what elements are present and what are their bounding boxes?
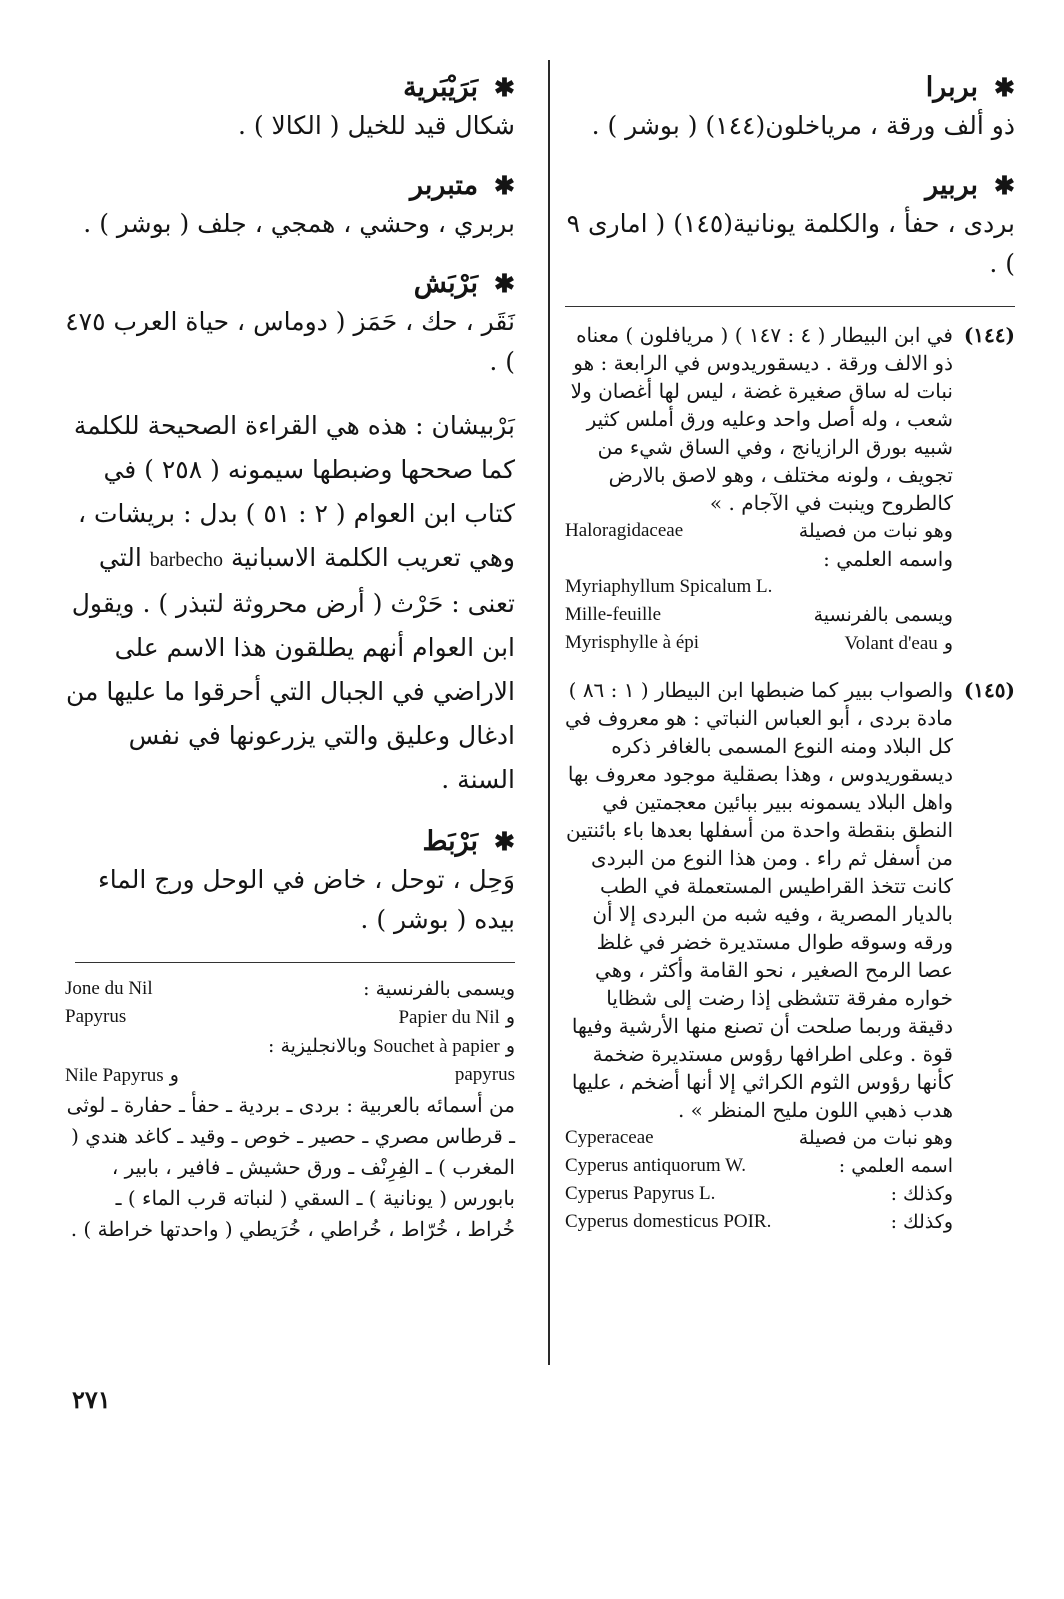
headword: بَرْبَش: [413, 268, 479, 299]
headword: بربرا: [925, 72, 979, 103]
paragraph-text-2: التي تعنى : حَرْث ( أرض محروثة لتبذر ) . ويقول ابن العوام أنهم يطلقون هذا الاسم على الاراضي في الجبال التي أحرقوا ما عليها من ادغال وعليق والتي يزرعونها في نفس السنة .: [66, 543, 515, 794]
row-label: وكذلك :: [890, 1211, 953, 1233]
definition: وَحِل ، توحل ، خاض في الوحل ورج الماء بيده ( بوشر ) .: [97, 865, 515, 934]
fr-name-4: Souchet à papier: [373, 1036, 500, 1057]
footnote-continuation: [65, 975, 515, 1245]
asterisk-icon: ✱: [494, 269, 515, 298]
paragraph-barbishan: [65, 404, 515, 802]
footnote-divider: [565, 306, 1015, 307]
row-latin: Cyperus Papyrus L.: [565, 1183, 716, 1204]
french-label: ويسمى بالفرنسية :: [363, 978, 515, 1000]
and-word: و: [505, 1035, 515, 1057]
definition: نَقَر ، حك ، حَمَز ( دوماس ، حياة العرب ٤٧٥ ) .: [65, 307, 515, 376]
french-latin-2: Volant d'eau: [844, 633, 938, 654]
definition: ذو ألف ورقة ، مرياخلون(١٤٤) ( بوشر ) .: [591, 111, 1015, 140]
entry-mutabarbir: [65, 168, 515, 244]
french-latin: Mille-feuille: [565, 604, 662, 625]
en-name-1: papyrus: [454, 1064, 515, 1085]
family-label: وهو نبات من فصيلة: [798, 520, 953, 542]
headword: بَرْبَط: [422, 826, 479, 857]
definition: بربري ، وحشي ، همجي ، جلف ( بوشر ) .: [83, 209, 515, 238]
fr-name-1: Jone du Nil: [65, 978, 153, 999]
paragraph-text: بَرْبيشان : هذه هي القراءة الصحيحة للكلمة كما صححها وضبطها سيمونه ( ٢٥٨ ) في كتاب ابن العوام ( ٢ : ٥١ ) بدل : بريشات ، وهي تعريب الكلمة الاسبانية: [73, 411, 515, 572]
footnote-number: (١٤٥): [963, 678, 1015, 702]
asterisk-icon: ✱: [994, 73, 1015, 102]
headword: بَرَيْبَرية: [403, 72, 479, 103]
row-latin: Cyperus antiquorum W.: [565, 1155, 747, 1176]
french-latin-3: Myrisphylle à épi: [565, 632, 700, 653]
scientific-latin: Myriaphyllum Spicalum L.: [565, 576, 773, 597]
arabic-names: من أسمائه بالعربية : بردى ـ بردية ـ حفأ ـ حفارة ـ لوثى ـ قرطاس مصري ـ حصير ـ خوص ـ وقيد ـ كاغد هندي ( المغرب ) ـ الفِرِنْف ـ ورق حشيش ـ فافير ، بابير ، بابورس ( يونانية ) ـ السقي ( لنباته قرب الماء ) ـ خُراط ، خُرّاط ، خُراطي ، خُرَيطي ( واحدتها خراطة ) .: [66, 1093, 515, 1241]
family-latin: Cyperaceae: [565, 1127, 654, 1148]
and-word: و: [943, 632, 953, 654]
row-latin: Cyperus domesticus POIR.: [565, 1211, 772, 1232]
family-latin: Haloragidaceae: [565, 520, 684, 541]
left-column: [65, 70, 515, 1245]
french-label: ويسمى بالفرنسية: [813, 604, 953, 626]
definition: بردى ، حفأ ، والكلمة يونانية(١٤٥) ( اماری ٩ ) .: [566, 209, 1015, 278]
definition: شكال قيد للخيل ( الكالا ) .: [237, 111, 515, 140]
english-label: وبالانجليزية :: [268, 1035, 368, 1057]
asterisk-icon: ✱: [494, 827, 515, 856]
footnote-number: (١٤٤): [963, 323, 1015, 347]
and-word: و: [505, 1006, 515, 1028]
column-divider: [548, 60, 550, 1365]
and-word: و: [169, 1064, 179, 1086]
row-label: اسمه العلمي :: [838, 1155, 953, 1177]
row-label: وكذلك :: [890, 1183, 953, 1205]
spanish-word: barbecho: [149, 549, 224, 571]
footnote-text: في ابن البيطار ( ٤ : ١٤٧ ) ( مريافلون ) معناه ذو الالف ورقة . ديسقوريدوس في الرابعة : هو نبات له ساق صغيرة غضة ، ليس لها أغصان ولا شعب ، وله أصل واحد وعليه ورق أملس كثير شبيه بورق الرازيانج ، وفي الساق شيء من تجويف ، ولونه مختلف ، وهو لاصق بالارض كالطروح وينبت في الآجام . »: [570, 323, 953, 515]
right-column: [565, 70, 1015, 1254]
en-name-2: Nile Papyrus: [65, 1065, 164, 1086]
entry-barabiriya: [65, 70, 515, 146]
footnote-145: [565, 676, 1015, 1236]
entry-barbara: [565, 70, 1015, 146]
fr-name-3: Papyrus: [65, 1006, 127, 1027]
entry-barbat: [65, 824, 515, 940]
family-label: وهو نبات من فصيلة: [798, 1127, 953, 1149]
headword: متبربر: [409, 170, 479, 201]
asterisk-icon: ✱: [994, 171, 1015, 200]
footnote-text: والصواب ببير كما ضبطها ابن البيطار ( ١ : ٨٦ ) مادة بردى ، أبو العباس النباتي : هو معروف في كل البلاد ومنه النوع المسمى بالغافر ذكره ديسقوريدوس ، وهذا بصقلية موجود معروف بها واهل البلاد يسمونه ببير ببائين معجمتين في النطق بنقطة واحدة من أسفلها بعدها باء بائنتين من أسفل ثم راء . ومن هذا النوع من البردى كانت تتخذ القراطيس المستعملة في الطب بالديار المصرية ، وفيه شبه من البردى إلا أن ورقه وسوقه طوال مستديرة خضر في غلظ عصا الرمح الصغير ، نحو القامة وأكثر ، وهي خواره مفرقة تتشظى إذا رضت إلى شظايا دقيقة وربما صلحت أن تصنع منها الأرشية وفيها قوة . وعلى اطرافها رؤوس مستديرة ضخمة كأنها رؤوس الثوم الكراثي إلا أنها أضخم ، عليها هدب ذهبي اللون مليح المنظر » .: [564, 678, 953, 1122]
entry-barbir: [565, 168, 1015, 284]
headword: بربير: [925, 170, 979, 201]
footnote-divider: [75, 962, 515, 963]
entry-barbash: [65, 266, 515, 382]
asterisk-icon: ✱: [494, 171, 515, 200]
page-number: ٢٧١: [72, 1385, 111, 1414]
asterisk-icon: ✱: [494, 73, 515, 102]
footnote-144: [565, 321, 1015, 658]
scientific-label: واسمه العلمي :: [823, 547, 953, 571]
fr-name-2: Papier du Nil: [398, 1007, 500, 1028]
